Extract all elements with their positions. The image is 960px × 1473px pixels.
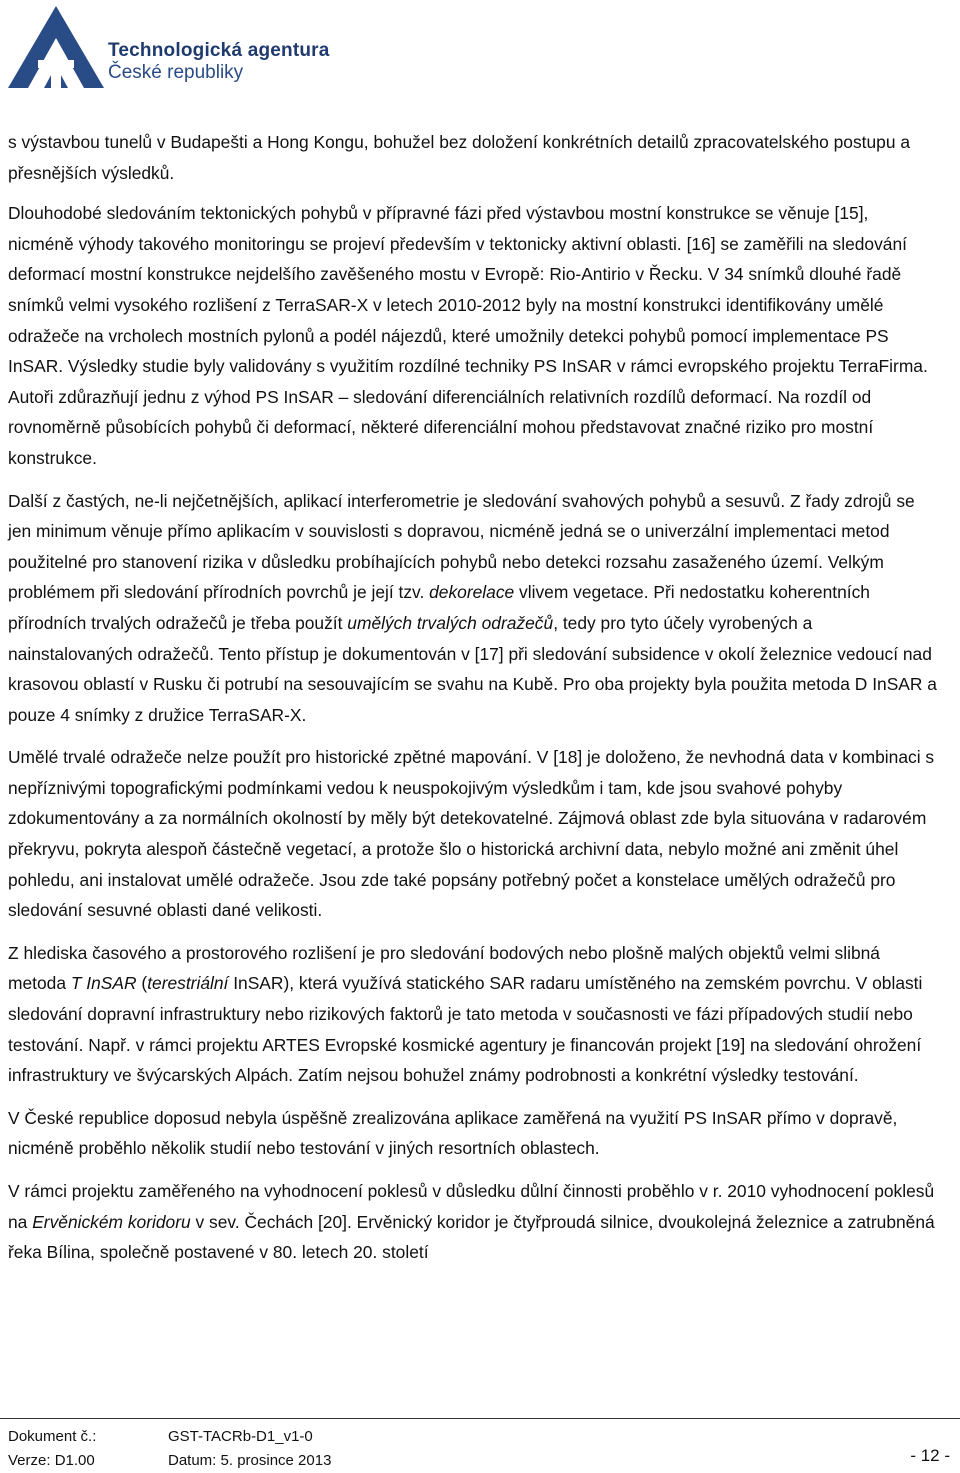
paragraph-5-text-e: InSAR), která využívá statického SAR radaru umístěného na zemském povrchu. V oblasti sledování dopravní infrastruktury nebo rizikových faktorů je tato metoda v současnosti ve fázi případových studií nebo testování. Např. v rámci projektu ARTES Evropské kosmické agentury je financován projekt [19] na sledování ohrožení infrastruktury ve švýcarských Alpách. Zatím nejsou bohužel známy podrobnosti a konkrétní výsledky testování. bbox=[8, 973, 923, 1086]
version-label: Verze: D1.00 bbox=[8, 1452, 95, 1469]
paragraph-7-text-c: v sev. Čechách [20]. Ervěnický koridor je čtyřproudá silnice, dvoukolejná železnice a zatrubněná řeka Bílina, společně postavené v 80. letech 20. století bbox=[8, 1211, 935, 1263]
paragraph-5 bbox=[8, 938, 938, 1091]
page-number: - 12 - bbox=[910, 1446, 950, 1465]
paragraph-7 bbox=[8, 1176, 938, 1268]
paragraph-2: Dlouhodobé sledováním tektonických pohybů v přípravné fázi před výstavbou mostní konstrukce se věnuje [15], nicméně výhody takového monitoringu se projeví především v tektonicky aktivní oblasti. [16] se zaměřili na sledování deformací mostní konstrukce nejdelšího zavěšeného mostu v Evropě: Rio-Antirio v Řecku. V 34 snímků dlouhé řadě snímků velmi vysokého rozlišení z TerraSAR-X v letech 2010-2012 byly na mostní konstrukci identifikovány umělé odražeče na vrcholech mostních pylonů a podél nájezdů, které umožnily detekci pohybů pomocí implementace PS InSAR. Výsledky studie byly validovány s využitím rozdílné techniky PS InSAR v rámci evropského projektu TerraFirma. Autoři zdůrazňují jednu z výhod PS InSAR – sledování diferenciálních relativních rozdílů deformací. Na rozdíl od rovnoměrně působících pohybů či deformací, některé diferenciální mohou představovat značné riziko pro mostní konstrukce. bbox=[8, 203, 928, 468]
term-t-insar: T InSAR bbox=[70, 973, 137, 994]
term-umele-odrazece: umělých trvalých odražečů bbox=[347, 612, 554, 633]
agency-name-line2: České republiky bbox=[108, 62, 244, 83]
page-footer bbox=[0, 1418, 960, 1473]
footer-divider bbox=[0, 1418, 960, 1419]
date-label: Datum: 5. prosince 2013 bbox=[168, 1452, 332, 1469]
paragraph-4: Umělé trvalé odražeče nelze použít pro historické zpětné mapování. V [18] je doloženo, že nevhodná data v kombinaci s nepříznivými topografickými podmínkami vedou k neuspokojivým výsledkům i tam, kde jsou svahové pohyby zdokumentovány a za normálních okolností by měly být detekovatelné. Zájmová oblast zde byla situována v radarovém překryvu, pokryta alespoň částečně vegetací, a protože šlo o historická archivní data, nebylo možné ani změnit úhel pohledu, ani instalovat umělé odražeče. Jsou zde také popsány potřebný počet a konstelace umělých odražečů pro sledování sesuvné oblasti dané velikosti. bbox=[8, 747, 935, 921]
paragraph-3-text-a: Další z častých, ne-li nejčetnějších, aplikací interferometrie je sledování svahových pohybů a sesuvů. Z řady zdrojů se jen minimum věnuje přímo aplikacím v souvislosti s dopravou, nicméně jedná se o univerzální implementaci metod použitelné pro stanovení rizika v důsledku probíhajících pohybů nebo detekci rozsahu zasaženého území. Velkým problémem při sledování přírodních povrchů je její tzv. bbox=[8, 490, 915, 603]
paragraph-7-text-a: V rámci projektu zaměřeného na vyhodnocení poklesů v důsledku důlní činnosti proběhlo v r. 2010 vyhodnocení poklesů na bbox=[8, 1181, 935, 1232]
paragraph-1: s výstavbou tunelů v Budapešti a Hong Kongu, bohužel bez doložení konkrétních detailů zpracovatelského postupu a přesnějších výsledků. bbox=[8, 132, 911, 183]
paragraph-5-text-a: Z hlediska časového a prostorového rozlišení je pro sledování bodových nebo plošně malých objektů velmi slibná metoda bbox=[8, 942, 880, 994]
agency-logo-icon bbox=[4, 2, 108, 92]
paragraph-5-text-c: ( bbox=[136, 973, 148, 994]
agency-name bbox=[108, 40, 330, 84]
paragraph-3 bbox=[8, 486, 938, 731]
term-terestrialni: terestriální bbox=[147, 973, 229, 994]
page-header bbox=[0, 0, 960, 100]
paragraph-6: V České republice doposud nebyla úspěšně zrealizována aplikace zaměřená na využití PS InSAR přímo v dopravě, nicméně proběhlo několik studií nebo testování v jiných resortních oblastech. bbox=[8, 1107, 898, 1159]
paragraph-3-text-c: vlivem vegetace. Při nedostatku koherentních přírodních trvalých odražečů je třeba použít bbox=[8, 582, 870, 633]
paragraph-3-text-e: , tedy pro tyto účely vyrobených a nainstalovaných odražečů. Tento přístup je dokumentován v [17] při sledování subsidence v okolí železnice vedoucí nad krasovou oblastí v Rusku či potrubí na sesouvajícím se svahu na Kubě. Pro oba projekty byla použita metoda D InSAR a pouze 4 snímky z družice TerraSAR-X. bbox=[8, 612, 937, 725]
term-ervenicky-koridor: Ervěnickém koridoru bbox=[32, 1211, 191, 1232]
agency-name-line1: Technologická agentura bbox=[108, 40, 330, 61]
doc-number-label: Dokument č.: bbox=[8, 1428, 97, 1445]
document-body bbox=[8, 127, 938, 1280]
doc-number-value: GST-TACRb-D1_v1-0 bbox=[168, 1428, 313, 1445]
term-dekorelace: dekorelace bbox=[429, 582, 515, 603]
